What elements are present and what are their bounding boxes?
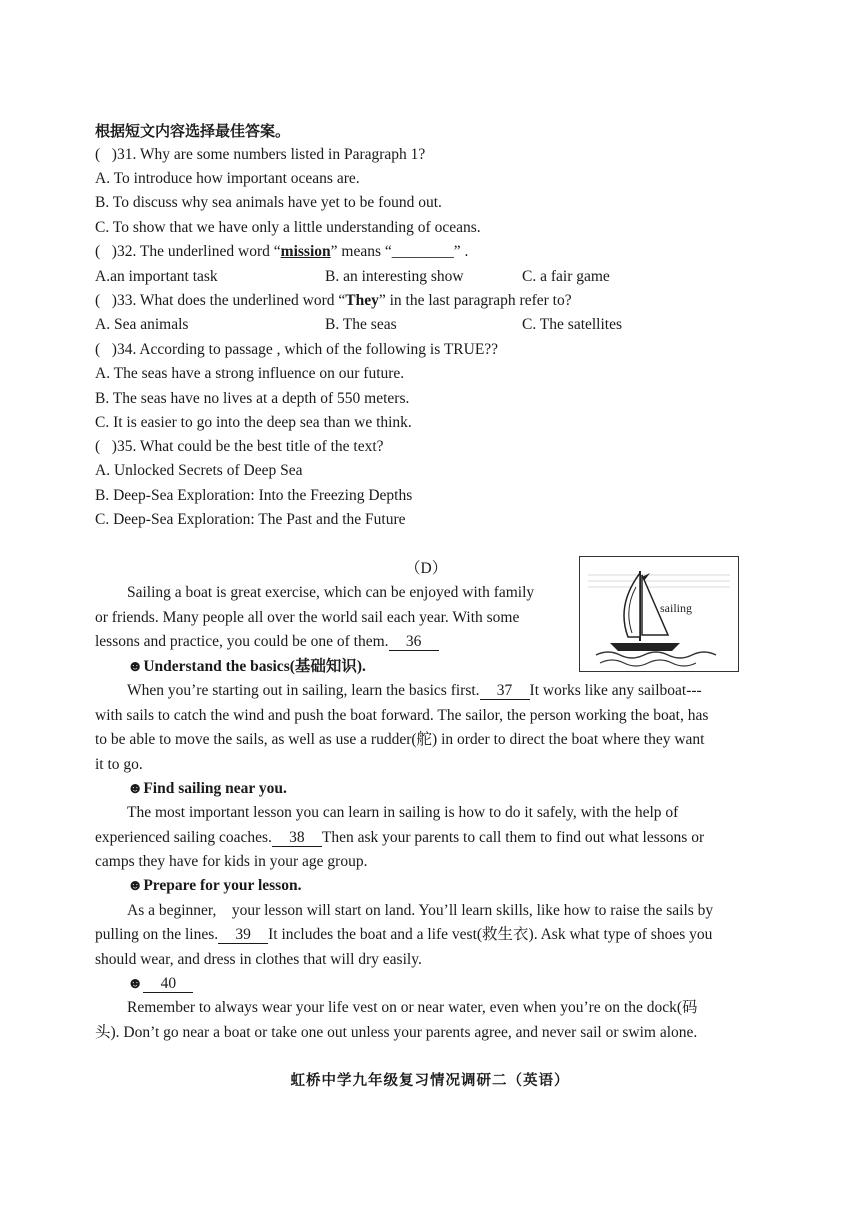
sailboat-icon <box>580 557 738 671</box>
d-p1-line2: or friends. Many people all over the world sail each year. With some <box>95 609 520 626</box>
blank-40[interactable]: 40 <box>143 976 193 993</box>
heading-understand-basics-text: Understand the basics(基础知识). <box>143 658 366 675</box>
q33-option-b: B. The seas <box>325 316 397 333</box>
bullet-icon: ☻ <box>127 658 144 675</box>
d-p2-line1 <box>127 681 702 701</box>
answer-paren: ( ) <box>95 292 117 309</box>
d-p4-line1: As a beginner, your lesson will start on land. You’ll learn skills, like how to raise the sails by <box>127 902 714 919</box>
heading-find-sailing-text: Find sailing near you. <box>143 780 287 797</box>
d-p2-line4: it to go. <box>95 756 143 773</box>
blank-38[interactable]: 38 <box>272 830 322 847</box>
answer-paren: ( ) <box>95 438 117 455</box>
q32-option-c: C. a fair game <box>522 268 610 285</box>
blank-36[interactable]: 36 <box>389 634 439 651</box>
q34-option-c: C. It is easier to go into the deep sea than we think. <box>95 414 412 431</box>
q35-option-c: C. Deep-Sea Exploration: The Past and the Future <box>95 511 406 528</box>
heading-understand-basics <box>127 657 366 677</box>
q32-blank: ________ <box>391 243 454 260</box>
image-caption: sailing <box>660 601 692 615</box>
bullet-icon: ☻ <box>127 975 144 992</box>
question-35 <box>95 437 384 457</box>
q31-option-c: C. To show that we have only a little understanding of oceans. <box>95 219 481 236</box>
q33-underlined-word: They <box>345 292 379 309</box>
sailing-image <box>579 556 739 672</box>
answer-paren: ( ) <box>95 243 117 260</box>
q35-stem: 35. What could be the best title of the text? <box>116 438 384 455</box>
q31-option-a: A. To introduce how important oceans are. <box>95 170 360 187</box>
passage-label: （D） <box>405 560 448 577</box>
d-p4-line3: should wear, and dress in clothes that will dry easily. <box>95 951 422 968</box>
d-p1-line3 <box>95 632 439 652</box>
heading-prepare-lesson <box>127 876 301 896</box>
q31-option-b: B. To discuss why sea animals have yet to be found out. <box>95 194 442 211</box>
d-p4-line2a: pulling on the lines. <box>95 926 219 943</box>
q32-option-a: A.an important task <box>95 268 218 285</box>
d-p3-line2 <box>95 828 704 848</box>
q32-underlined-word: mission <box>280 243 331 260</box>
bullet-icon: ☻ <box>127 780 144 797</box>
question-33 <box>95 291 572 311</box>
page-footer: 虹桥中学九年级复习情况调研二（英语） <box>290 1073 570 1089</box>
q32-stem-prefix: 32. The underlined word “ <box>116 243 281 260</box>
q32-option-b: B. an interesting show <box>325 268 464 285</box>
d-p2-line3: to be able to move the sails, as well as use a rudder(舵) in order to direct the boat where they want <box>95 731 705 748</box>
heading-prepare-lesson-text: Prepare for your lesson. <box>143 877 302 894</box>
d-p4-line2 <box>95 925 712 945</box>
section-heading: 根据短文内容选择最佳答案。 <box>95 122 291 140</box>
question-31 <box>95 145 425 165</box>
d-p3-line3: camps they have for kids in your age group. <box>95 853 368 870</box>
q35-option-b: B. Deep-Sea Exploration: Into the Freezing Depths <box>95 487 413 504</box>
question-31-stem: 31. Why are some numbers listed in Paragraph 1? <box>116 146 426 163</box>
q35-option-a: A. Unlocked Secrets of Deep Sea <box>95 462 303 479</box>
answer-paren: ( ) <box>95 146 117 163</box>
q34-stem: 34. According to passage , which of the following is TRUE?? <box>116 341 499 358</box>
q33-stem-prefix: 33. What does the underlined word “ <box>116 292 346 309</box>
q32-stem-suffix: ” means “ <box>330 243 392 260</box>
q33-option-c: C. The satellites <box>522 316 623 333</box>
d-p4-line2b: It includes the boat and a life vest(救生衣). Ask what type of shoes you <box>268 926 713 943</box>
blank-39[interactable]: 39 <box>218 927 268 944</box>
q32-stem-end: ” . <box>453 243 469 260</box>
question-32 <box>95 242 468 262</box>
d-p2-line1b: It works like any sailboat--- <box>529 682 702 699</box>
q33-stem-suffix: ” in the last paragraph refer to? <box>378 292 572 309</box>
question-34 <box>95 340 498 360</box>
d-p2-line1a: When you’re starting out in sailing, learn the basics first. <box>127 682 480 699</box>
heading-find-sailing <box>127 779 287 799</box>
d-p1-line3-text: lessons and practice, you could be one of them. <box>95 633 389 650</box>
q34-option-b: B. The seas have no lives at a depth of 550 meters. <box>95 390 410 407</box>
d-p3-line2a: experienced sailing coaches. <box>95 829 272 846</box>
d-p3-line2b: Then ask your parents to call them to find out what lessons or <box>321 829 705 846</box>
d-p2-line2: with sails to catch the wind and push the boat forward. The sailor, the person working the boat, has <box>95 707 709 724</box>
answer-paren: ( ) <box>95 341 117 358</box>
q34-option-a: A. The seas have a strong influence on our future. <box>95 365 405 382</box>
heading-blank-40 <box>127 974 193 994</box>
d-p5-line1: Remember to always wear your life vest on or near water, even when you’re on the dock(码 <box>127 999 698 1016</box>
blank-37[interactable]: 37 <box>480 683 530 700</box>
bullet-icon: ☻ <box>127 877 144 894</box>
d-p1-line1: Sailing a boat is great exercise, which can be enjoyed with family <box>127 584 535 601</box>
d-p5-line2: 头). Don’t go near a boat or take one out unless your parents agree, and never sail or swim alone. <box>95 1024 698 1041</box>
q33-option-a: A. Sea animals <box>95 316 189 333</box>
d-p3-line1: The most important lesson you can learn in sailing is how to do it safely, with the help of <box>127 804 679 821</box>
